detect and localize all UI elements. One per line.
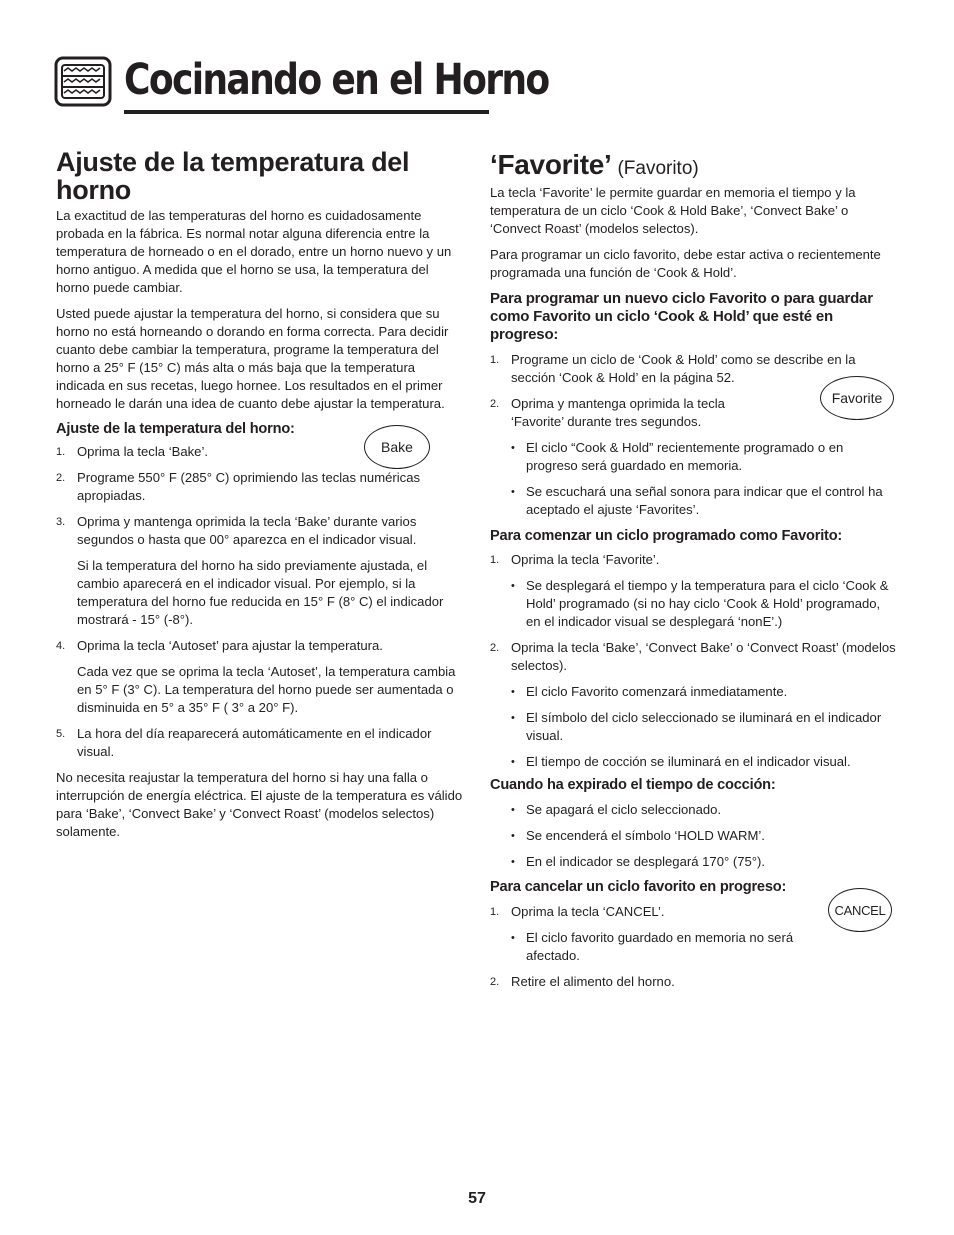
bullet-item: • El ciclo “Cook & Hold” recientemente programado o en progreso será guardado en memoria. (490, 439, 898, 475)
cancel-key-illustration: CANCEL (828, 888, 892, 932)
step-number: 2. (56, 472, 66, 484)
step-number: 3. (56, 516, 66, 528)
bullet-item: • En el indicador se desplegará 170° (75°). (490, 853, 898, 871)
favorite-key-illustration: Favorite (820, 376, 894, 420)
step-number: 1. (490, 906, 500, 918)
section-title-favorite (490, 150, 898, 184)
step-text: Oprima la tecla ‘Favorite’. (511, 552, 660, 567)
step-number: 1. (56, 446, 66, 458)
favorite-section (490, 148, 898, 991)
subheading-program-favorite: Para programar un nuevo ciclo Favorito o para guardar como Favorito un ciclo ‘Cook & Hold’ que esté en progreso: (490, 290, 873, 343)
bullet-item: • Se desplegará el tiempo y la temperatura para el ciclo ‘Cook & Hold’ programado (si no hay ciclo ‘Cook & Hold’ programado, en el indicador visual se desplegará ‘nonE’.) (490, 577, 898, 631)
paragraph: La exactitud de las temperaturas del horno es cuidadosamente probada en la fábrica. Es normal notar alguna diferencia entre la temperatura de horneado o en el dorado, entre un horno nuevo y un horno antiguo. A medida que el horno se usa, la temperatura del horno puede cambiar. (56, 208, 452, 295)
bullet-item: • El tiempo de cocción se iluminará en el indicador visual. (490, 753, 898, 771)
cancel-bullets (490, 929, 898, 965)
step-number: 2. (490, 976, 500, 988)
step-number: 1. (490, 554, 500, 566)
step-number: 2. (490, 398, 500, 410)
step-number: 4. (56, 640, 66, 652)
subheading-start-favorite: Para comenzar un ciclo programado como Favorito: (490, 528, 843, 544)
page-number: 57 (468, 1190, 486, 1207)
subheading-temperature-steps: Ajuste de la temperatura del horno: (56, 421, 295, 437)
step-number: 1. (490, 354, 500, 366)
step-note: Si la temperatura del horno ha sido previamente ajustada, el cambio aparecerá en el indicador visual. Por ejemplo, si la temperatura del horno fue reducida en 15° F (8° C) el indicador mostrará - 15° (-8°). (77, 558, 444, 627)
paragraph: La tecla ‘Favorite’ le permite guardar en memoria el tiempo y la temperatura de un ciclo ‘Cook & Hold Bake’, ‘Convect Bake’ o ‘Convect Roast’ (modelos selectos). (490, 185, 856, 236)
page-title: Cocinando en el Horno (124, 55, 549, 105)
step-note: Cada vez que se oprima la tecla ‘Autoset’, la temperatura cambia en 5° F (3° C). La temperatura del horno puede ser aumentada o disminuida en 5° a 35° F ( 3° a 20° F). (77, 664, 456, 715)
cancel-steps-2 (490, 973, 898, 991)
step (56, 513, 464, 629)
step-text: Programe 550° F (285° C) oprimiendo las teclas numéricas apropiadas. (77, 470, 421, 503)
step (56, 469, 464, 505)
subheading-time-expired: Cuando ha expirado el tiempo de cocción: (490, 777, 776, 793)
step (56, 637, 464, 717)
paragraph: Usted puede ajustar la temperatura del horno, si considera que su horno no está horneando o dorando en forma correcta. Para decidir cuanto debe cambiar la temperatura, programe la temperatura del horno a 25° F (15° C) más alta o más baja que la temperatura indicada en sus recetas, luego hornee. Los resultados en el primer horneado le darán una idea de cuanto debe ajustar la temperatura. (56, 306, 449, 411)
bullet-item: • El ciclo Favorito comenzará inmediatamente. (490, 683, 898, 701)
step-text: Oprima y mantenga oprimida la tecla ‘Bake’ durante varios segundos o hasta que 00° aparezca en el indicador visual. (77, 514, 417, 547)
temperature-steps (56, 443, 464, 761)
paragraph: Para programar un ciclo favorito, debe estar activa o recientemente programada una función de ‘Cook & Hold’. (490, 247, 881, 280)
start-bullets-1 (490, 577, 898, 631)
start-steps-2 (490, 639, 898, 675)
favorite-title-sub: (Favorito) (617, 158, 699, 179)
bullet-item: • Se encenderá el símbolo ‘HOLD WARM’. (490, 827, 898, 845)
program-bullets (490, 439, 898, 519)
start-bullets-2 (490, 683, 898, 771)
bullet-item: • Se escuchará una señal sonora para indicar que el control ha aceptado el ajuste ‘Favorites’. (490, 483, 898, 519)
step-text: Programe un ciclo de ‘Cook & Hold’ como se describe en la sección ‘Cook & Hold’ en la página 52. (511, 352, 856, 385)
temperature-adjust-section (56, 148, 464, 841)
bullet-item: • El símbolo del ciclo seleccionado se iluminará en el indicador visual. (490, 709, 898, 745)
expired-bullets (490, 801, 898, 871)
paragraph-closing: No necesita reajustar la temperatura del horno si hay una falla o interrupción de energía eléctrica. El ajuste de la temperatura es válido para ‘Bake’, ‘Convect Bake’ y ‘Convect Roast’ (modelos selectos) solamente. (56, 770, 463, 839)
subheading-cancel-favorite: Para cancelar un ciclo favorito en progreso: (490, 879, 787, 895)
title-rule (124, 110, 489, 114)
oven-icon (54, 56, 112, 108)
start-steps (490, 551, 898, 569)
step-text: Oprima y mantenga oprimida la tecla ‘Favorite’ durante tres segundos. (511, 396, 725, 429)
bullet-item: • El ciclo favorito guardado en memoria no será afectado. (490, 929, 898, 965)
favorite-title: ‘Favorite’ (490, 149, 610, 180)
step-text: Oprima la tecla ‘CANCEL’. (511, 904, 665, 919)
step-text: Oprima la tecla ‘Autoset’ para ajustar la temperatura. (77, 638, 383, 653)
step-text: Oprima la tecla ‘Bake’. (77, 444, 208, 459)
step-number: 2. (490, 642, 500, 654)
step-number: 5. (56, 728, 66, 740)
bullet-item: • Se apagará el ciclo seleccionado. (490, 801, 898, 819)
step (490, 551, 898, 569)
bake-key-illustration: Bake (364, 425, 430, 469)
step (490, 973, 898, 991)
step-text: La hora del día reaparecerá automáticamente en el indicador visual. (77, 726, 432, 759)
step (490, 639, 898, 675)
step-text: Retire el alimento del horno. (511, 974, 675, 989)
step (56, 725, 464, 761)
step-text: Oprima la tecla ‘Bake’, ‘Convect Bake’ o ‘Convect Roast’ (modelos selectos). (511, 640, 896, 673)
section-title-temperature: Ajuste de la temperatura del horno (56, 147, 410, 205)
